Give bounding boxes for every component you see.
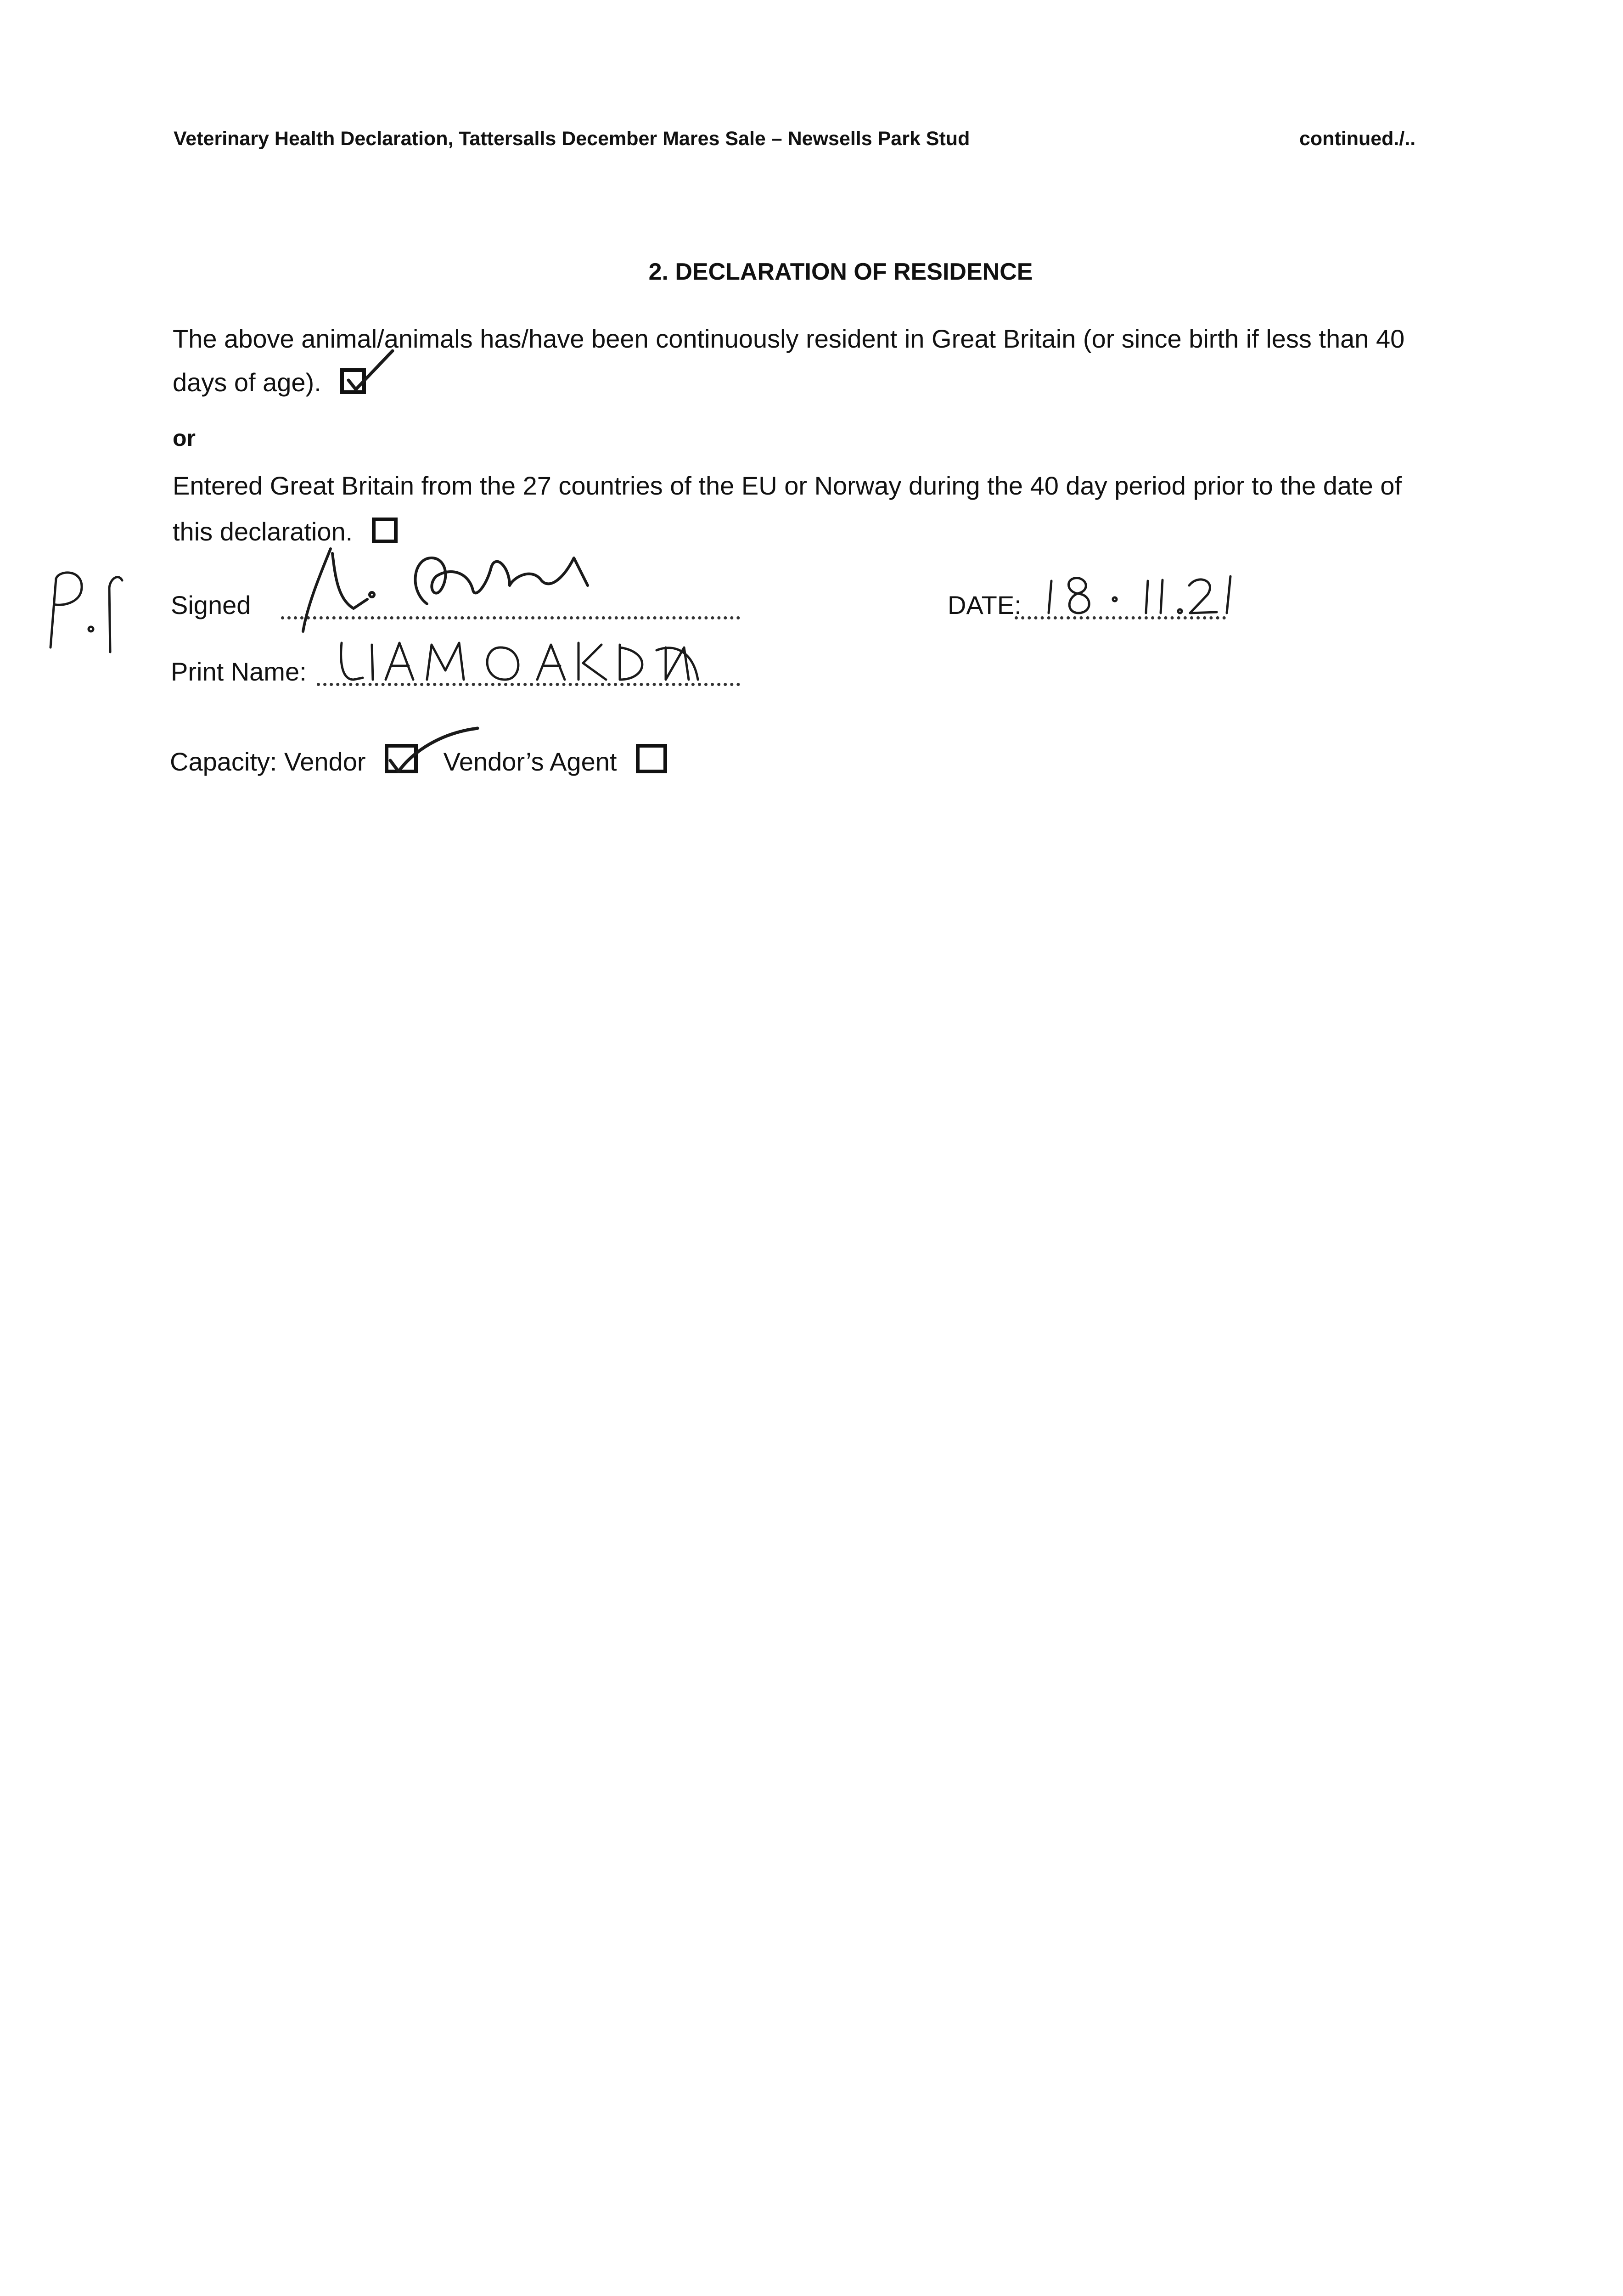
residence-statement-text: days of age).	[173, 368, 321, 397]
capacity-row	[170, 744, 667, 777]
resident-checkbox[interactable]	[340, 368, 366, 394]
capacity-vendor-label: Capacity: Vendor	[170, 747, 366, 776]
vendor-checkbox[interactable]	[385, 744, 418, 773]
date-handwriting	[1042, 567, 1263, 622]
tick-icon	[342, 344, 406, 400]
residence-statement-line1: The above animal/animals has/have been continuously resident in Great Britain (or since birth if less than 40	[173, 324, 1405, 353]
date-label: DATE:	[948, 591, 1022, 619]
continued-marker: continued./..	[1299, 128, 1416, 150]
margin-initials-handwriting	[41, 560, 133, 661]
signed-label: Signed	[171, 591, 251, 619]
print-name-handwriting	[335, 634, 730, 693]
tick-icon	[386, 724, 487, 779]
section-title: 2. DECLARATION OF RESIDENCE	[648, 259, 1033, 285]
document-header: Veterinary Health Declaration, Tattersalls December Mares Sale – Newsells Park Stud	[174, 128, 970, 150]
signature-handwriting	[294, 540, 643, 641]
or-separator: or	[173, 425, 196, 451]
residence-statement-line2	[173, 367, 366, 397]
entry-statement-line1: Entered Great Britain from the 27 countries of the EU or Norway during the 40 day period prior to the date of	[173, 471, 1402, 500]
entry-statement-text: this declaration.	[173, 517, 353, 546]
print-name-label: Print Name:	[171, 657, 307, 686]
vendors-agent-checkbox[interactable]	[636, 744, 667, 773]
vendors-agent-label: Vendor’s Agent	[443, 747, 617, 776]
